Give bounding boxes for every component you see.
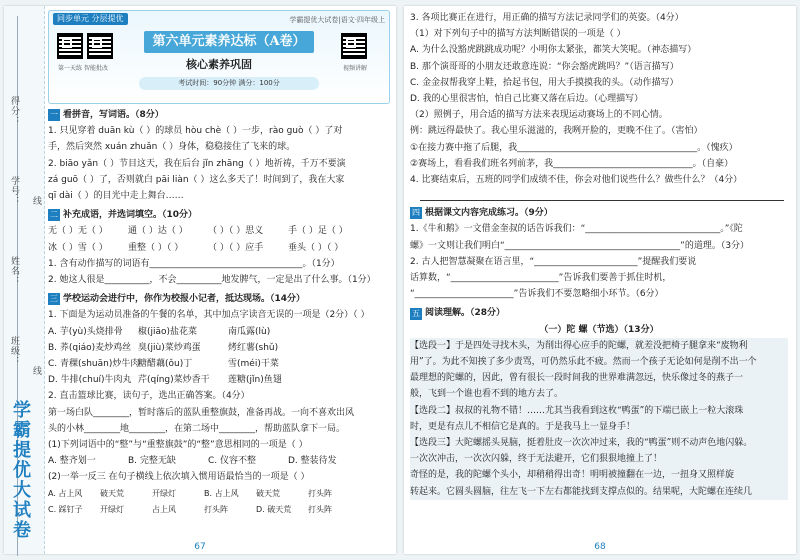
section-number: 五 [412,308,420,318]
option-item: 烤红薯(shǔ) [228,342,279,353]
idiom-row [48,240,390,256]
option-item: 占上风 [152,504,176,514]
idiom-cell: 冰（ ）雪（ ） [48,242,108,253]
binding-margin [4,6,45,554]
qr-code-icon[interactable] [57,33,83,59]
option-item: C. 青稞(shuān)炒牛肉 [48,359,140,370]
option-item: 雪(méi)干菜 [228,359,279,370]
exam-meta: 考试时间：90分钟 满分：100分 [139,77,319,90]
qr-left-caption: 第一天练 智能批改 [58,65,108,72]
page-number-right [404,542,796,552]
qr-code-icon[interactable] [87,33,113,59]
option-item: A. 整齐划一 [48,456,96,467]
question-line: 4. 比赛结束后，五班的同学们成绩不佳，你会对他们说些什么？做些什么？（4分） [410,175,743,186]
unit-tag: 同步单元 分层提优 [53,13,128,25]
section-title: 看拼音，写词语。（8分） [63,110,164,120]
idiom-cell: 重整（ ）（ ） [128,242,184,253]
exam-subtitle: 核心素养巩固 [186,58,252,71]
reading-title: （一）陀 螺（节选）（13分） [539,324,659,335]
text-line: 话算数，“________________________”告诉我们要善于抓住时机， [410,273,672,284]
option-row [48,324,390,340]
option-item: 破天荒 [100,488,124,498]
right-page [404,6,796,554]
option-item: 破天荒 [256,488,280,498]
section-number: 一 [50,110,58,120]
name-label: 姓名： [9,256,19,286]
passage-line: 一次次冲击，一次次闪躲，终于无法避开，它们狠狠地撞上了！ [410,454,663,465]
student-id-label: 学号： [9,176,19,206]
answer-blank-line[interactable] [420,188,784,201]
passage-line: 【选段三】大陀螺摇头晃脑，挺着肚皮一次次冲过来，我的“鸭蛋”则不动声色地闪躲。 [410,438,753,449]
exam-title: 第六单元素养达标（A卷） [144,31,314,53]
section-3 [48,291,390,307]
text-line: 2. 古人把智慧凝聚在语言里，“_______________________”提醒我们要说 [410,256,697,267]
text-line: 2. 她这人很是__________，不会__________地发脾气，一定是出了什么事。（1分） [48,275,376,286]
answer-line: ②赛场上，看看我们班名列前茅，我_______________________________。（自豪） [410,158,734,169]
option-item: D. 整装待发 [288,456,337,467]
text-line: 1. 只见穿着 duān kù（ ）的球员 hòu chè（ ）一步，rào guò（ ）了对 [48,126,343,137]
idiom-cell: （ ）（ ）思义 [208,226,264,237]
idiom-row [48,223,390,239]
section-2 [48,207,390,223]
option-item: 开绿灯 [100,504,124,514]
question-line: 3. 各项比赛正在进行，用正确的描写方法记录同学们的英姿。（4分） [410,13,684,23]
qr-right-caption: 视频讲解 [342,65,367,72]
option-item: 臭(jiù)菜炒鸡蛋 [138,342,201,353]
passage-line: 般，飞到一个谁也看不到的地方去了。 [410,389,564,400]
question-line: （1）对下列句子中的描写方法判断错误的一项是（ ） [410,29,626,40]
page-number-text: 67 [194,542,206,552]
text-line: 1.《牛和鹅》一文借金奎叔的话告诉我们：“______________________________。”《陀 [410,224,743,235]
left-content [48,10,390,538]
option-item: 莲糖(jǐn)鱼翅 [228,375,282,386]
option-item: 南瓜露(lù) [228,326,271,337]
passage-line: 时，更是有点儿不相信它是真的。于是我马上一显身手！ [410,421,636,432]
passage-line: 奇怪的是，我的陀螺个头小，却稍稍得出奇！明明被撞翻在一边，一扭身又照样旋 [410,470,735,481]
option-item: 打头阵 [204,504,228,514]
option-item: A. 为什么没豁虎跳跳成功呢？小明你太紧张，都笑大笑呢。（神态描写） [410,45,697,56]
option-row [48,502,390,518]
option-item: B. 荞(qiáo)麦炒鸡丝 [48,342,132,353]
section-number: 四 [412,208,420,218]
idiom-cell: 无（ ）无（ ） [48,226,108,237]
option-item: A. 占上风 [48,488,83,498]
option-item: 芹(qíng)菜炒香干 [138,375,210,386]
passage-line: 最理想的陀螺的，因此，曾有很长一段时间我的世界难满忽远，快乐像过冬的燕子一 [410,373,744,384]
option-item: 糖醋藕(ǒu)丁 [138,359,193,370]
option-item: C. 仪容不整 [208,456,257,467]
question-line: (2)一举一反三 在句子横线上依次填入惯用语最恰当的一项是（ ） [48,472,310,483]
reading-passage [410,338,788,500]
option-item: C. 踩钉子 [48,504,83,514]
text-line: 手，然后突然 xuán zhuǎn（ ）身体，稳稳接住了飞来的球。 [48,142,296,153]
brand-logo: 学霸提优大试卷 [10,400,31,540]
text-line: 第一场白队________，暂时落后的蓝队重整旗鼓，准备再战。一向不喜欢出风 [48,407,355,418]
page-number-left [4,542,396,552]
cut-line-word: 线 [31,196,41,206]
example-line: 例：跳远得最快了。我心里乐滋滋的，我咧开脸的，更晚不住了。（害怕） [410,126,703,137]
option-item: 椒(jiāo)盐花菜 [138,326,198,337]
cut-line-word-2: 线 [31,366,41,376]
answer-line: ①在接力赛中拖了后腿，我________________________________________。（愧疚） [410,142,738,153]
option-item: 打头阵 [308,488,332,498]
option-item: 打头阵 [308,504,332,514]
page-number-text: 68 [594,542,606,552]
idiom-cell: （ ）（ ）应手 [208,242,264,253]
option-item: B. 那个演哥哥的小朋友还敢意连说：“你会豁虎跳吗？”（语言描写） [410,61,679,72]
right-content [410,10,788,538]
option-item: D. 破天荒 [256,504,292,514]
text-line: 1. 含有动作描写的词语有__________________________________。（1分） [48,258,340,269]
text-line: 头的小林________地________，在第二场中________，帮助蓝队拿下一局。 [48,423,346,434]
option-row [48,486,390,502]
passage-line: 【选段二】叔叔的礼物不错！……尤其当我看到这枚“鸭蛋”的下端已嵌上一粒大滚珠 [410,405,744,416]
section-title: 学校运动会进行中，你作为校报小记者，抵达现场。（14分） [63,294,306,305]
idiom-cell: 通（ ）达（ ） [128,226,188,237]
option-row [48,372,390,388]
left-page [4,6,396,554]
option-item: B. 占上风 [204,488,239,498]
option-row [48,453,390,469]
score-label: 得分： [9,96,19,126]
text-line: 螺》一文则让我们明白“_______________________________________”的道理。（3分） [410,240,750,251]
text-line: zá guō（ ）了，否则就白 pāi liàn（ ）这么多天了！时间到了，我在大家 [48,174,345,185]
class-label: 班级： [9,336,19,366]
option-item: A. 芋(yù)头烧排骨 [48,326,123,337]
qr-code-icon[interactable] [341,33,367,59]
option-row [48,340,390,356]
text-line: “______________________”告诉我们不要忽略细小环节。（6分） [410,289,664,300]
option-item: D. 牛排(chuí)牛肉丸 [48,375,132,386]
section-title: 补充成语，并选词填空。（10分） [63,210,198,221]
section-number: 三 [50,294,58,304]
passage-line: 用”了。为此不知挨了多少责骂，可仍然乐此不疲。然而一个孩子无论如何是削不出一个 [410,357,757,368]
option-item: 开绿灯 [152,488,176,498]
text-line: qī dài（ ）的目光中走上舞台…… [48,191,184,202]
section-4 [410,205,788,221]
section-1 [48,107,390,123]
question-line: 1. 下面是为运动员准备的午餐的名单，其中加点字读音无误的一项是（2分）（ ） [48,310,370,321]
section-number: 二 [50,210,58,220]
question-line: 2. 直击篮球比赛，读句子，选出正确答案。（4分） [48,391,250,402]
text-line: 2. biāo yǎn（ ）节目这天，我在后台 jǐn zhāng（ ）地祈祷，千万不要演 [48,158,346,169]
section-title: 阅读理解。（28分） [425,308,506,319]
question-line: （2）照例子，用合适的描写方法来表现运动赛场上的不同心情。 [410,110,668,121]
series-label: 学霸提优大试卷|语文·四年级上 [289,16,385,24]
passage-line: 【选段一】于是四处寻找木头，为削出得心应手的陀螺，就差没把椅子腿拿来“废物利 [410,340,748,351]
option-item: D. 我的心里很害怕，怕自己比赛又落在后边。（心理描写） [410,94,644,105]
exam-header [48,10,390,104]
option-row [48,356,390,372]
option-item: C. 金金叔帮我穿上鞋，拾起书包，用大手摸摸我的头。（动作描写） [410,77,679,88]
option-item: B. 完整无缺 [128,456,176,467]
passage-line: 转起来。它圆头圆脑，往左飞一下左右都能找到支撑点似的。结果呢，大陀螺在连续几 [410,486,753,497]
idiom-cell: 手（ ）足（ ） [288,226,348,237]
section-5 [410,305,788,321]
section-title: 根据课文内容完成练习。（9分） [425,208,553,219]
question-line: (1)下列词语中的“整”与“重整旗鼓”的“整”意思相同的一项是（ ） [48,440,308,451]
idiom-cell: 垂头（ ）（ ） [288,242,344,253]
